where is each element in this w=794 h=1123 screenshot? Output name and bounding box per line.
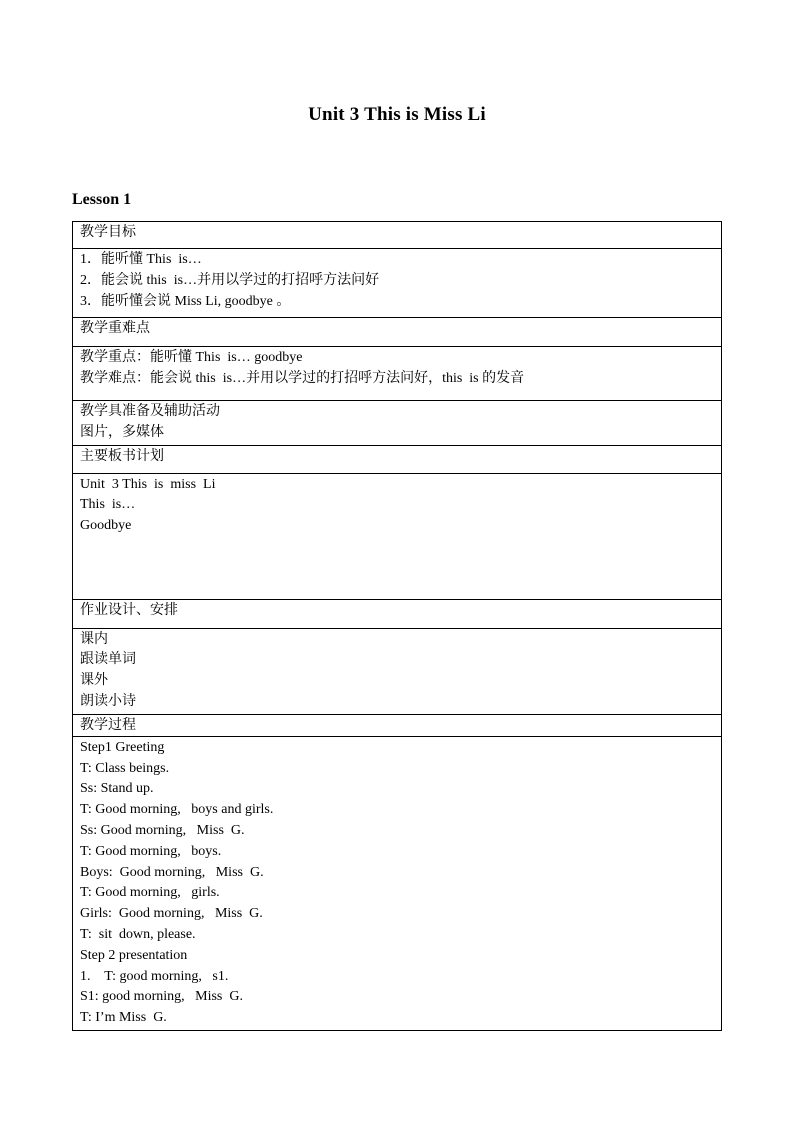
process-line: Boys: Good morning, Miss G. <box>80 864 264 880</box>
preparation-header: 教学具准备及辅助活动 <box>80 404 220 419</box>
lesson-plan-table <box>72 221 722 1031</box>
objectives-header: 教学目标 <box>73 222 722 249</box>
homework-content <box>73 628 722 714</box>
process-line: Ss: Stand up. <box>80 781 154 797</box>
objectives-content <box>73 249 722 318</box>
board-plan-content <box>73 473 722 599</box>
document-title: Unit 3 This is Miss Li <box>308 104 486 125</box>
process-line: T: Good morning, boys and girls. <box>80 802 274 818</box>
objective-line: 2．能会说 this is…并用以学过的打招呼方法问好 <box>80 272 380 288</box>
process-header: 教学过程 <box>73 714 722 736</box>
lesson-heading: Lesson 1 <box>72 191 132 208</box>
process-line: T: Class beings. <box>80 760 170 776</box>
process-line: T: I’m Miss G. <box>80 1010 167 1026</box>
key-points-header: 教学重难点 <box>73 318 722 347</box>
preparation-line: 图片，多媒体 <box>80 424 164 440</box>
board-plan-line: Goodbye <box>80 518 132 534</box>
difficult-point-line: 教学难点：能会说 this is…并用以学过的打招呼方法问好，this is 的发音 <box>80 370 525 386</box>
process-line: T: Good morning, boys. <box>80 843 222 859</box>
process-line: Ss: Good morning, Miss G. <box>80 822 245 838</box>
process-line: Step 2 presentation <box>80 947 188 963</box>
objective-line: 3．能听懂会说 Miss Li, goodbye 。 <box>80 293 291 309</box>
board-plan-line: Unit 3 This is miss Li <box>80 476 216 492</box>
process-line: S1: good morning, Miss G. <box>80 989 243 1005</box>
board-plan-line: This is… <box>80 497 136 513</box>
objective-line: 1．能听懂 This is… <box>80 252 202 267</box>
homework-header: 作业设计、安排 <box>73 599 722 628</box>
board-plan-header: 主要板书计划 <box>73 445 722 473</box>
process-line: Step1 Greeting <box>80 739 165 755</box>
key-points-content <box>73 347 722 401</box>
process-line: T: Good morning, girls. <box>80 885 220 901</box>
preparation-cell <box>73 401 722 446</box>
process-content <box>73 736 722 1030</box>
process-line: Girls: Good morning, Miss G. <box>80 906 263 922</box>
homework-line: 课外 <box>80 673 108 689</box>
homework-line: 跟读单词 <box>80 652 136 668</box>
process-line: T: sit down, please. <box>80 926 196 942</box>
process-line: 1. T: good morning, s1. <box>80 968 229 984</box>
homework-line: 朗读小诗 <box>80 693 136 709</box>
homework-line: 课内 <box>80 631 108 647</box>
key-point-line: 教学重点：能听懂 This is… goodbye <box>80 350 303 365</box>
